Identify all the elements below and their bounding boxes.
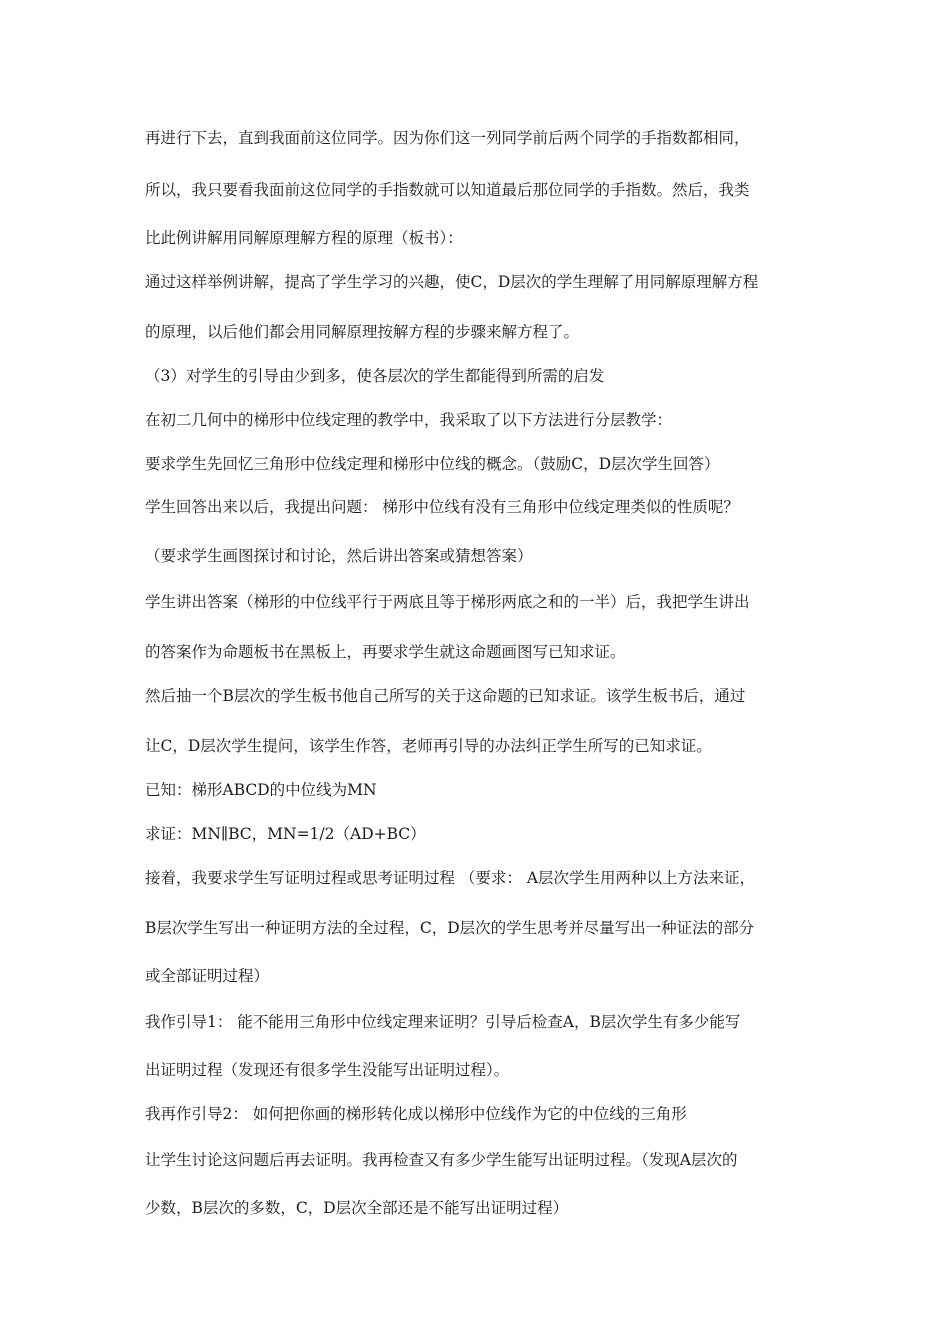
paragraph-line: （要求学生画图探讨和讨论，然后讲出答案或猜想答案） — [145, 547, 533, 565]
paragraph-line: 比此例讲解用同解原理解方程的原理（板书）： — [145, 229, 463, 247]
paragraph-line: 然后抽一个B层次的学生板书他自己所写的关于这命题的已知求证。该学生板书后，通过 — [145, 687, 746, 705]
paragraph-line: 出证明过程（发现还有很多学生没能写出证明过程）。 — [145, 1061, 510, 1079]
paragraph-line: 让学生讨论这问题后再去证明。我再检查又有多少学生能写出证明过程。（发现A层次的 — [145, 1151, 738, 1169]
paragraph-line: 学生回答出来以后，我提出问题： 梯形中位线有没有三角形中位线定理类似的性质呢？ — [145, 498, 739, 516]
paragraph-line: 所以，我只要看我面前这位同学的手指数就可以知道最后那位同学的手指数。然后，我类 — [145, 181, 750, 199]
paragraph-line: 接着，我要求学生写证明过程或思考证明过程 （要求： A层次学生用两种以上方法来证， — [145, 869, 756, 887]
section-heading: （3）对学生的引导由少到多，使各层次的学生都能得到所需的启发 — [145, 367, 605, 385]
given-statement: 已知：梯形ABCD的中位线为MN — [145, 781, 377, 799]
paragraph-line: B层次学生写出一种证明方法的全过程，C，D层次的学生思考并尽量写出一种证法的部分 — [145, 919, 755, 937]
paragraph-line: 少数，B层次的多数，C，D层次全部还是不能写出证明过程） — [145, 1199, 569, 1217]
paragraph-line: 或全部证明过程） — [145, 967, 270, 985]
paragraph-line: 的答案作为命题板书在黑板上，再要求学生就这命题画图写已知求证。 — [145, 643, 626, 661]
paragraph-line: 学生讲出答案（梯形的中位线平行于两底且等于梯形两底之和的一半）后，我把学生讲出 — [145, 593, 750, 611]
paragraph-line: 我再作引导2： 如何把你画的梯形转化成以梯形中位线作为它的中位线的三角形 — [145, 1105, 687, 1123]
paragraph-line: 在初二几何中的梯形中位线定理的教学中，我采取了以下方法进行分层教学： — [145, 411, 673, 429]
prove-statement: 求证：MN∥BC，MN=1/2（AD+BC） — [145, 825, 426, 843]
paragraph-line: 要求学生先回忆三角形中位线定理和梯形中位线的概念。（鼓励C，D层次学生回答） — [145, 455, 720, 473]
paragraph-line: 通过这样举例讲解，提高了学生学习的兴趣，使C，D层次的学生理解了用同解原理解方程 — [145, 273, 759, 291]
paragraph-line: 我作引导1： 能不能用三角形中位线定理来证明？引导后检查A，B层次学生有多少能写 — [145, 1013, 741, 1031]
paragraph-line: 的原理，以后他们都会用同解原理按解方程的步骤来解方程了。 — [145, 323, 580, 341]
paragraph-line: 让C，D层次学生提问，该学生作答，老师再引导的办法纠正学生所写的已知求证。 — [145, 737, 712, 755]
paragraph-line: 再进行下去，直到我面前这位同学。因为你们这一列同学前后两个同学的手指数都相同， — [145, 129, 750, 147]
